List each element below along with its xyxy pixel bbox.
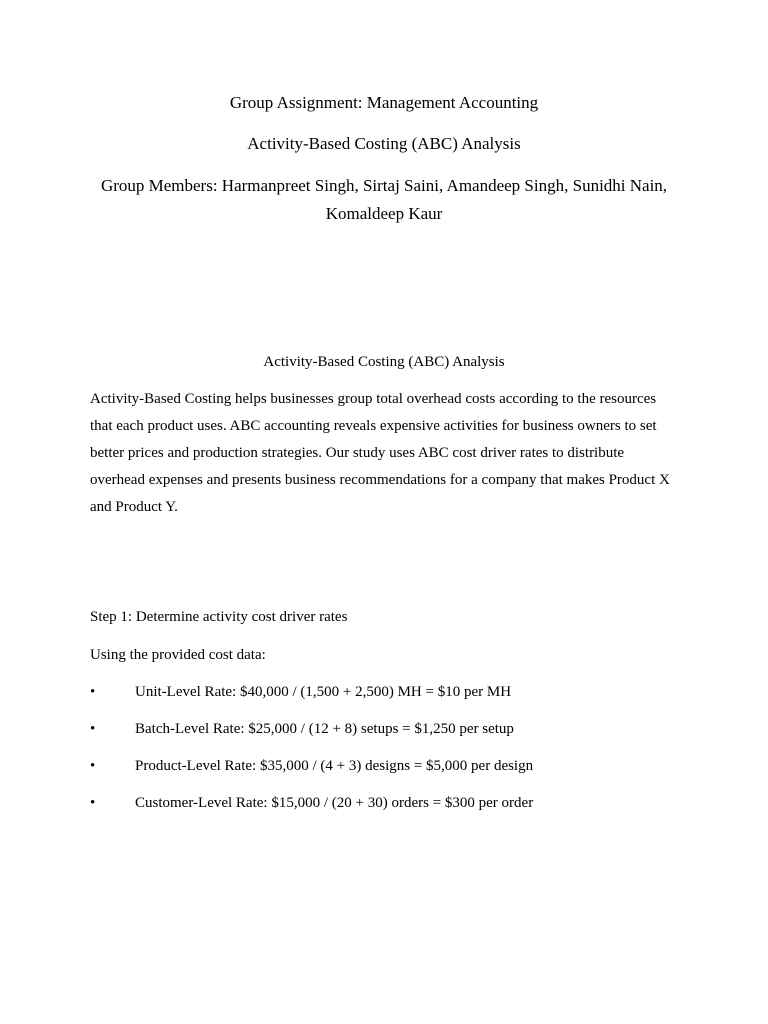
bullet-icon: •	[90, 721, 96, 737]
step1-heading: Step 1: Determine activity cost driver rates	[90, 609, 348, 625]
group-members: Group Members: Harmanpreet Singh, Sirtaj Saini, Amandeep Singh, Sunidhi Nain, Komaldeep Kaur	[100, 176, 668, 223]
product-level-rate: Product-Level Rate: $35,000 / (4 + 3) designs = $5,000 per design	[135, 758, 534, 774]
assignment-subtitle: Activity-Based Costing (ABC) Analysis	[247, 134, 521, 153]
assignment-title: Group Assignment: Management Accounting	[229, 93, 539, 112]
intro-paragraph: Activity-Based Costing helps businesses group total overhead costs according to the resources that each product uses. ABC accounting reveals expensive activities for business owners to set better prices and production strategies. Our study uses ABC cost driver rates to distribute overhead expenses and presents business recommendations for a company that makes Product X and Product Y.	[90, 391, 670, 515]
batch-level-rate: Batch-Level Rate: $25,000 / (12 + 8) setups = $1,250 per setup	[135, 721, 514, 737]
unit-level-rate: Unit-Level Rate: $40,000 / (1,500 + 2,500) MH = $10 per MH	[135, 684, 512, 700]
list-item	[90, 681, 690, 718]
section-heading: Activity-Based Costing (ABC) Analysis	[263, 354, 505, 370]
rate-list	[90, 681, 690, 829]
list-item	[90, 755, 690, 792]
list-item	[90, 718, 690, 755]
bullet-icon: •	[90, 795, 96, 811]
list-item	[90, 792, 690, 829]
bullet-icon: •	[90, 758, 96, 774]
customer-level-rate: Customer-Level Rate: $15,000 / (20 + 30) orders = $300 per order	[135, 795, 534, 811]
bullet-icon: •	[90, 684, 96, 700]
title-block	[88, 90, 680, 228]
step1-intro: Using the provided cost data:	[90, 647, 266, 663]
